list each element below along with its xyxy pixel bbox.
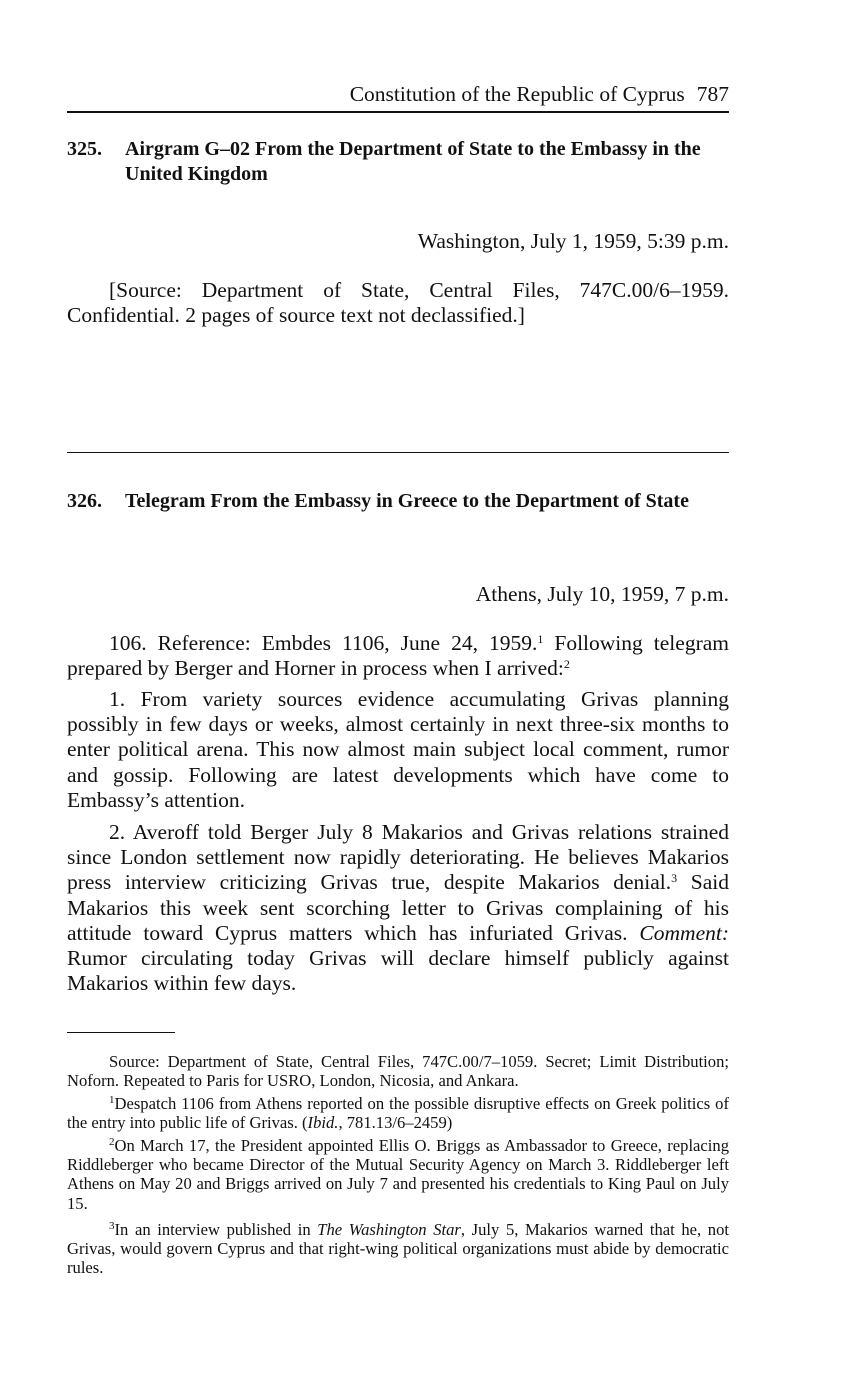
doc-326-paragraph-0 (67, 631, 729, 681)
running-head-title: Constitution of the Republic of Cyprus (349, 82, 685, 106)
doc-325-heading (67, 137, 729, 187)
doc-326-number: 326. (67, 490, 102, 512)
comment-label: Comment: (639, 920, 729, 945)
p0-text: 106. Reference: Embdes 1106, June 24, 1959. (109, 631, 538, 655)
running-head (350, 82, 729, 107)
footnote-2 (67, 1136, 729, 1213)
footnote-source: Source: Department of State, Central Files, 747C.00/7–1059. Secret; Limit Distribution; Noforn. Repeated to Paris for USRO, London, Nicosia, and Ankara. (67, 1052, 729, 1091)
fn1-ibid: Ibid. (307, 1113, 339, 1133)
doc-326-heading (67, 489, 729, 514)
doc-326-paragraph-2 (67, 820, 729, 996)
fn2-text: On March 17, the President appointed Ellis O. Briggs as Ambassador to Greece, replacing Riddleberger who became Director of the Mutual Security Agency on March 3. Riddleberger left Athens on May 20 and Briggs arrived on July 7 and presented his credentials to King Paul on July 15. (67, 1136, 729, 1213)
footnote-3-marker: 3 (109, 1220, 115, 1232)
doc-325-title: Airgram G–02 From the Department of State to the Embassy in the United Kingdom (125, 138, 701, 185)
doc-326-paragraph-1: 1. From variety sources evidence accumulating Grivas planning possibly in few days or weeks, almost certainly in next three-six months to enter political arena. This now almost main subject local comment, rumor and gossip. Following are latest developments which have come to Embassy’s attention. (67, 687, 729, 812)
doc-325-source-note: [Source: Department of State, Central Files, 747C.00/6–1959. Confidential. 2 pages of source text not declassified.] (67, 278, 729, 328)
fn3-text-2: , July 5, Makarios warned that he, not Grivas, would govern Cyprus and that right-wing political organizations must abide by democratic rules. (67, 1220, 730, 1278)
footnote-rule (67, 1032, 175, 1033)
doc-325-number: 325. (67, 138, 102, 160)
section-divider (67, 452, 729, 453)
fn1-text: Despatch 1106 from Athens reported on the possible disruptive effects on Greek politics of the entry into public life of Grivas. ( (67, 1094, 729, 1133)
footnote-2-marker: 2 (109, 1136, 115, 1148)
fn3-text: In an interview published in (114, 1220, 318, 1239)
footnote-ref-2: 2 (563, 657, 570, 672)
page-number: 787 (696, 82, 729, 106)
doc-325-dateline: Washington, July 1, 1959, 5:39 p.m. (417, 229, 729, 253)
p2-text-2: Said Makarios this week sent scorching letter to Grivas complaining of his attitude toward Cyprus matters which has infuriated Grivas. (67, 870, 729, 945)
doc-326-title: Telegram From the Embassy in Greece to the Department of State (125, 490, 689, 512)
header-rule (67, 111, 729, 113)
doc-326-dateline: Athens, July 10, 1959, 7 p.m. (475, 582, 729, 606)
footnote-1 (67, 1094, 729, 1132)
footnote-1-marker: 1 (109, 1094, 115, 1106)
p2-text: 2. Averoff told Berger July 8 Makarios and Grivas relations strained since London settlement now rapidly deteriorating. He believes Makarios press interview criticizing Grivas true, despite Makarios denial. (67, 820, 729, 895)
p2-text-3: Rumor circulating today Grivas will declare himself publicly against Makarios within few days. (67, 946, 729, 996)
p0-text-2: Following telegram prepared by Berger and Horner in process when I arrived: (67, 631, 729, 681)
footnote-3 (67, 1220, 729, 1278)
fn3-publication: The Washington Star (317, 1220, 461, 1239)
fn1-text-2: , 781.13/6–2459) (338, 1113, 453, 1133)
footnote-ref-1: 1 (537, 632, 544, 646)
footnote-ref-3: 3 (671, 871, 678, 886)
